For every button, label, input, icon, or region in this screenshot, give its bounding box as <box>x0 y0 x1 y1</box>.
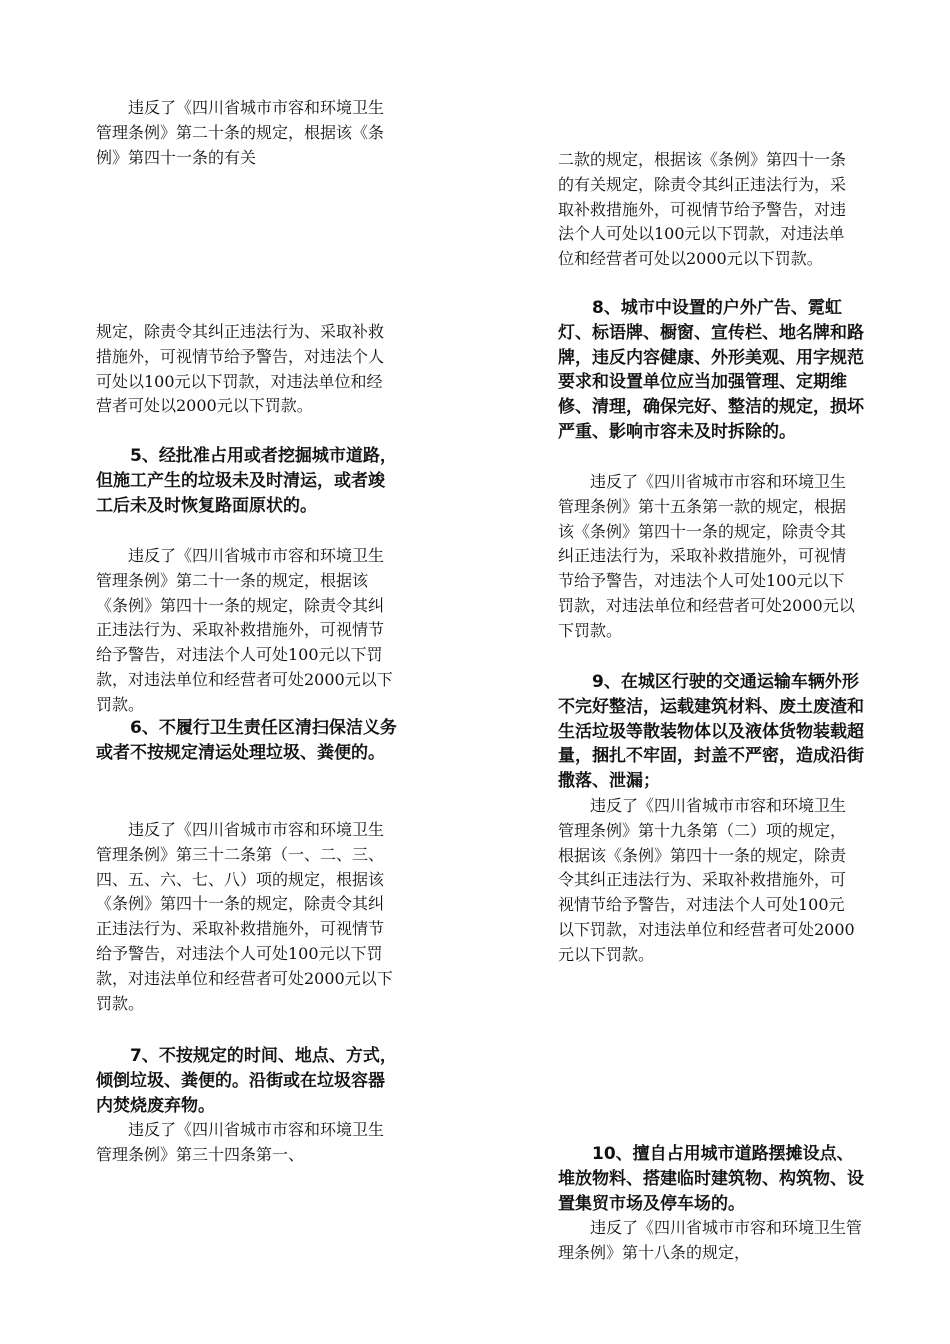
paragraph-item-5: 违反了《四川省城市市容和环境卫生管理条例》第二十一条的规定，根据该《条例》第四十一条的规定，除责令其纠正违法行为、采取补救措施外，可视情节给予警告，对违法个人可处100元以下罚款，对违法单位和经营者可处2000元以下罚款。 <box>96 546 393 714</box>
paragraph-item-10: 违反了《四川省城市市容和环境卫生管理条例》第十八条的规定， <box>558 1218 863 1262</box>
heading-item-6: 6、不履行卫生责任区清扫保洁义务或者不按规定清运处理垃圾、粪便的。 <box>96 718 397 763</box>
heading-item-9: 9、在城区行驶的交通运输车辆外形不完好整洁，运载建筑材料、废土废渣和生活垃圾等散装物体以及液体货物装载超量，捆扎不牢固，封盖不严密，造成沿街撒落、泄漏； <box>558 672 864 792</box>
right-paragraph-7-continued: 二款的规定，根据该《条例》第四十一条的有关规定，除责令其纠正违法行为，采取补救措施外，可视情节给予警告，对违法个人可处以100元以下罚款，对违法单位和经营者可处以2000元以下罚款。 <box>558 150 847 269</box>
heading-item-10: 10、擅自占用城市道路摆摊设点、堆放物料、搭建临时建筑物、构筑物、设置集贸市场及停车场的。 <box>558 1144 864 1214</box>
left-paragraph-1-continued: 规定，除责令其纠正违法行为、采取补救措施外，可视情节给予警告，对违法个人可处以100元以下罚款，对违法单位和经营者可处以2000元以下罚款。 <box>96 322 385 416</box>
left-paragraph-1: 违反了《四川省城市市容和环境卫生管理条例》第二十条的规定，根据该《条例》第四十一条的有关 <box>96 98 385 167</box>
heading-item-5: 5、经批准占用或者挖掘城市道路，但施工产生的垃圾未及时清运，或者竣工后未及时恢复路面原状的。 <box>96 446 397 516</box>
heading-item-8: 8、城市中设置的户外广告、霓虹灯、标语牌、橱窗、宣传栏、地名牌和路牌，违反内容健康、外形美观、用字规范要求和设置单位应当加强管理、定期维修、清理，确保完好、整洁的规定，损坏严重、影响市容未及时拆除的。 <box>558 298 864 442</box>
heading-item-7: 7、不按规定的时间、地点、方式，倾倒垃圾、粪便的。沿街或在垃圾容器内焚烧废弃物。 <box>96 1046 397 1116</box>
paragraph-item-9: 违反了《四川省城市市容和环境卫生管理条例》第十九条第（二）项的规定，根据该《条例》第四十一条的规定，除责令其纠正违法行为、采取补救措施外，可视情节给予警告，对违法个人可处100元以下罚款，对违法单位和经营者可处2000元以下罚款。 <box>558 796 855 964</box>
paragraph-item-8: 违反了《四川省城市市容和环境卫生管理条例》第十五条第一款的规定，根据该《条例》第四十一条的规定，除责令其纠正违法行为，采取补救措施外，可视情节给予警告，对违法个人可处100元以下罚款，对违法单位和经营者可处2000元以下罚款。 <box>558 472 855 640</box>
paragraph-item-6: 违反了《四川省城市市容和环境卫生管理条例》第三十二条第（一、二、三、四、五、六、七、八）项的规定，根据该《条例》第四十一条的规定，除责令其纠正违法行为、采取补救措施外，可视情节给予警告，对违法个人可处100元以下罚款，对违法单位和经营者可处2000元以下罚款。 <box>96 820 393 1013</box>
paragraph-item-7: 违反了《四川省城市市容和环境卫生管理条例》第三十四条第一、 <box>96 1120 385 1164</box>
